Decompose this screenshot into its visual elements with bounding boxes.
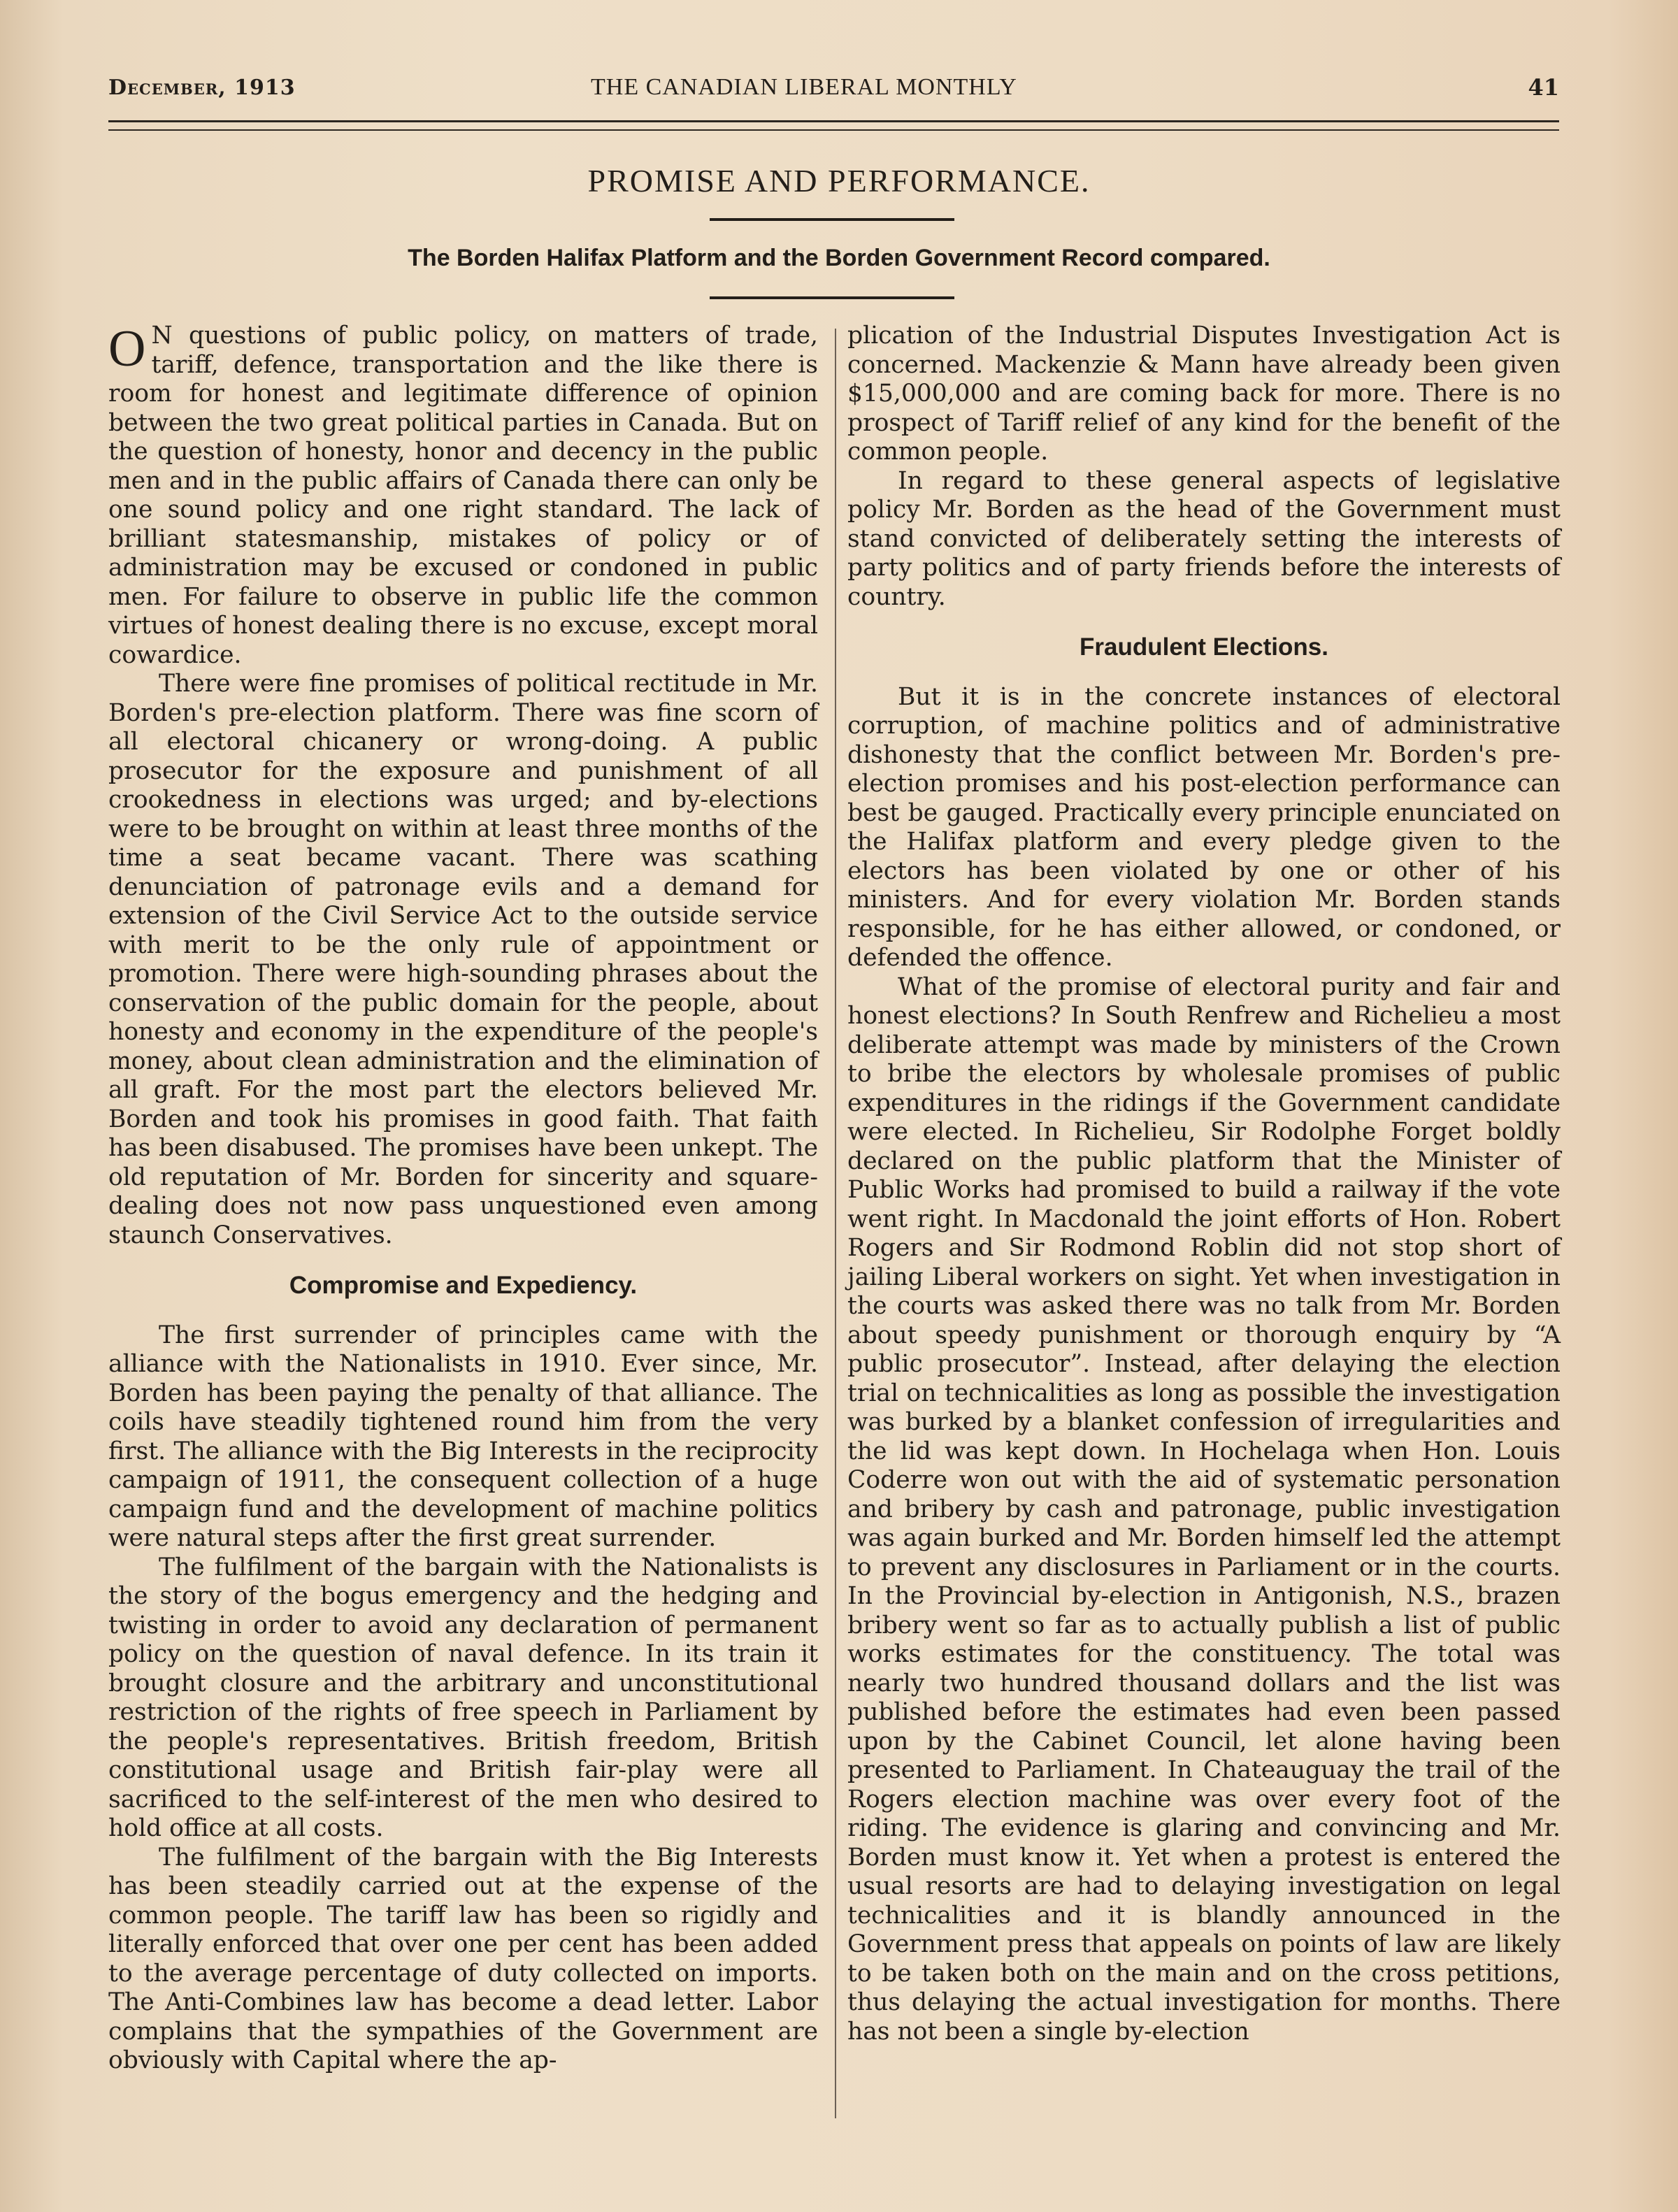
header-publication: THE CANADIAN LIBERAL MONTHLY [591, 74, 1017, 100]
article-title: PROMISE AND PERFORMANCE. [587, 163, 1091, 199]
paragraph: What of the promise of electoral purity and fair and honest elections? In South Renfrew and Richelieu a most deliberate attempt was made by ministers of the Crown to bribe the electors by wholesale promises of public expenditures in the ridings if the Government candidate were elected. In Richelieu, Sir Rodolphe Forget boldly declared on the public platform that the Minister of Public Works had promised to build a railway if the vote went right. In Macdonald the joint efforts of Hon. Robert Rogers and Sir Rodmond Roblin did not stop short of jailing Liberal workers on sight. Yet when investigation in the courts was asked there was no talk from Mr. Borden about speedy punishment or thorough enquiry by “A public prosecutor”. Instead, after delaying the election trial on technicalities as long as possible the investigation was burked by a blanket confession of irregularities and the lid was kept down. In Hochelaga when Hon. Louis Coderre won out with the aid of systematic personation and bribery by cash and patronage, public investigation was again burked and Mr. Borden himself led the attempt to prevent any disclosures in Parliament or in the courts. In the Provincial by-election in Antigonish, N.S., brazen bribery went so far as to actually publish a list of public works estimates for the constituency. The total was nearly two hundred thousand dollars and the list was published before the estimates had even been passed upon by the Cabinet Council, let alone having been presented to Parliament. In Chateauguay the trail of the Rogers election machine was over every foot of the riding. The evidence is glaring and convincing and Mr. Borden must know it. Yet when a protest is entered the usual resorts are had to delaying investigation on legal technicalities and it is blandly announced in the Government press that appeals on points of law are likely to be taken both on the main and on the cross petitions, thus delaying the actual investigation for months. There has not been a single by-election [847, 972, 1561, 2046]
article-subtitle: The Borden Halifax Platform and the Borden Government Record compared. [408, 245, 1270, 271]
paragraph: The fulfilment of the bargain with the Nationalists is the story of the bogus emergency and the hedging and twisting in order to avoid any declaration of permanent policy on the question of naval defence. In its train it brought closure and the arbitrary and unconstitutional restriction of the rights of free speech in Parliament by the people's representatives. British freedom, British constitutional usage and British fair-play were all sacrificed to the self-interest of the men who desired to hold office at all costs. [108, 1553, 818, 1842]
paragraph [108, 322, 818, 670]
paragraph: There were fine promises of political rectitude in Mr. Borden's pre-election platform. There was fine scorn of all electoral chicanery or wrong-doing. A public prosecutor for the exposure and punishment of all crookedness in elections was urged; and by-elections were to be brought on within at least three months of the time a seat became vacant. There was scathing denunciation of patronage evils and a demand for extension of the Civil Service Act to the outside service with merit to be the only rule of appointment or promotion. There were high-sounding phrases about the conservation of the public domain for the people, about honesty and economy in the expenditure of the people's money, about clean administration and the elimination of all graft. For the most part the electors believed Mr. Borden and took his promises in good faith. That faith has been disabused. The promises have been unkept. The old reputation of Mr. Borden for sincerity and square-dealing does not now pass unquestioned even among staunch Conservatives. [108, 670, 818, 1249]
header-date: December, 1913 [108, 76, 296, 100]
paragraph: The fulfilment of the bargain with the Big Interests has been steadily carried out at the expense of the common people. The tariff law has been so rigidly and literally enforced that over one per cent has been added to the average percentage of duty collected on imports. The Anti-Combines law has become a dead letter. Labor complains that the sympathies of the Government are obviously with Capital where the ap- [108, 1843, 818, 2074]
paragraph: But it is in the concrete instances of electoral corruption, of machine politics and of administrative dishonesty that the conflict between Mr. Borden's pre-election promises and his post-election performance can best be gauged. Practically every principle enunciated on the Halifax platform and every pledge given to the electors has been violated by one or other of his ministers. And for every violation Mr. Borden stands responsible, for he has either allowed, or condoned, or defended the offence. [847, 682, 1561, 972]
section-heading: Fraudulent Elections. [1080, 633, 1328, 661]
page-number: 41 [1528, 74, 1559, 101]
left-column [108, 322, 818, 2076]
paragraph: plication of the Industrial Disputes Investigation Act is concerned. Mackenzie & Mann have already been given $15,000,000 and are coming back for more. There is no prospect of Tariff relief of any kind for the benefit of the common people. [847, 322, 1561, 466]
section-heading: Compromise and Expediency. [289, 1272, 638, 1299]
paragraph-text: N questions of public policy, on matters of trade, tariff, defence, transportation and the like there is room for honest and legitimate difference of opinion between the two great political parties in Canada. But on the question of honesty, honor and decency in the public men and in the public affairs of Canada there can only be one sound policy and one right standard. The lack of brilliant statesmanship, mistakes of policy or of administration may be excused or condoned in public men. For failure to observe in public life the common virtues of honest dealing there is no excuse, except moral cowardice. [108, 322, 818, 669]
title-rule [710, 218, 954, 221]
paragraph: The first surrender of principles came with the alliance with the Nationalists in 1910. Ever since, Mr. Borden has been paying the penalty of that alliance. The coils have steadily tightened round him from the very first. The alliance with the Big Interests in the reciprocity campaign of 1911, the consequent collection of a huge campaign fund and the development of machine politics were natural steps after the first great surrender. [108, 1321, 818, 1552]
paragraph: In regard to these general aspects of legislative policy Mr. Borden as the head of the Government must stand convicted of deliberately setting the interests of party politics and of party friends before the interests of country. [847, 466, 1561, 611]
running-header [108, 70, 1559, 105]
drop-cap: O [108, 320, 146, 378]
header-double-rule [108, 120, 1559, 131]
column-divider [835, 329, 836, 2118]
subtitle-rule [710, 296, 954, 299]
right-column [847, 322, 1561, 2046]
